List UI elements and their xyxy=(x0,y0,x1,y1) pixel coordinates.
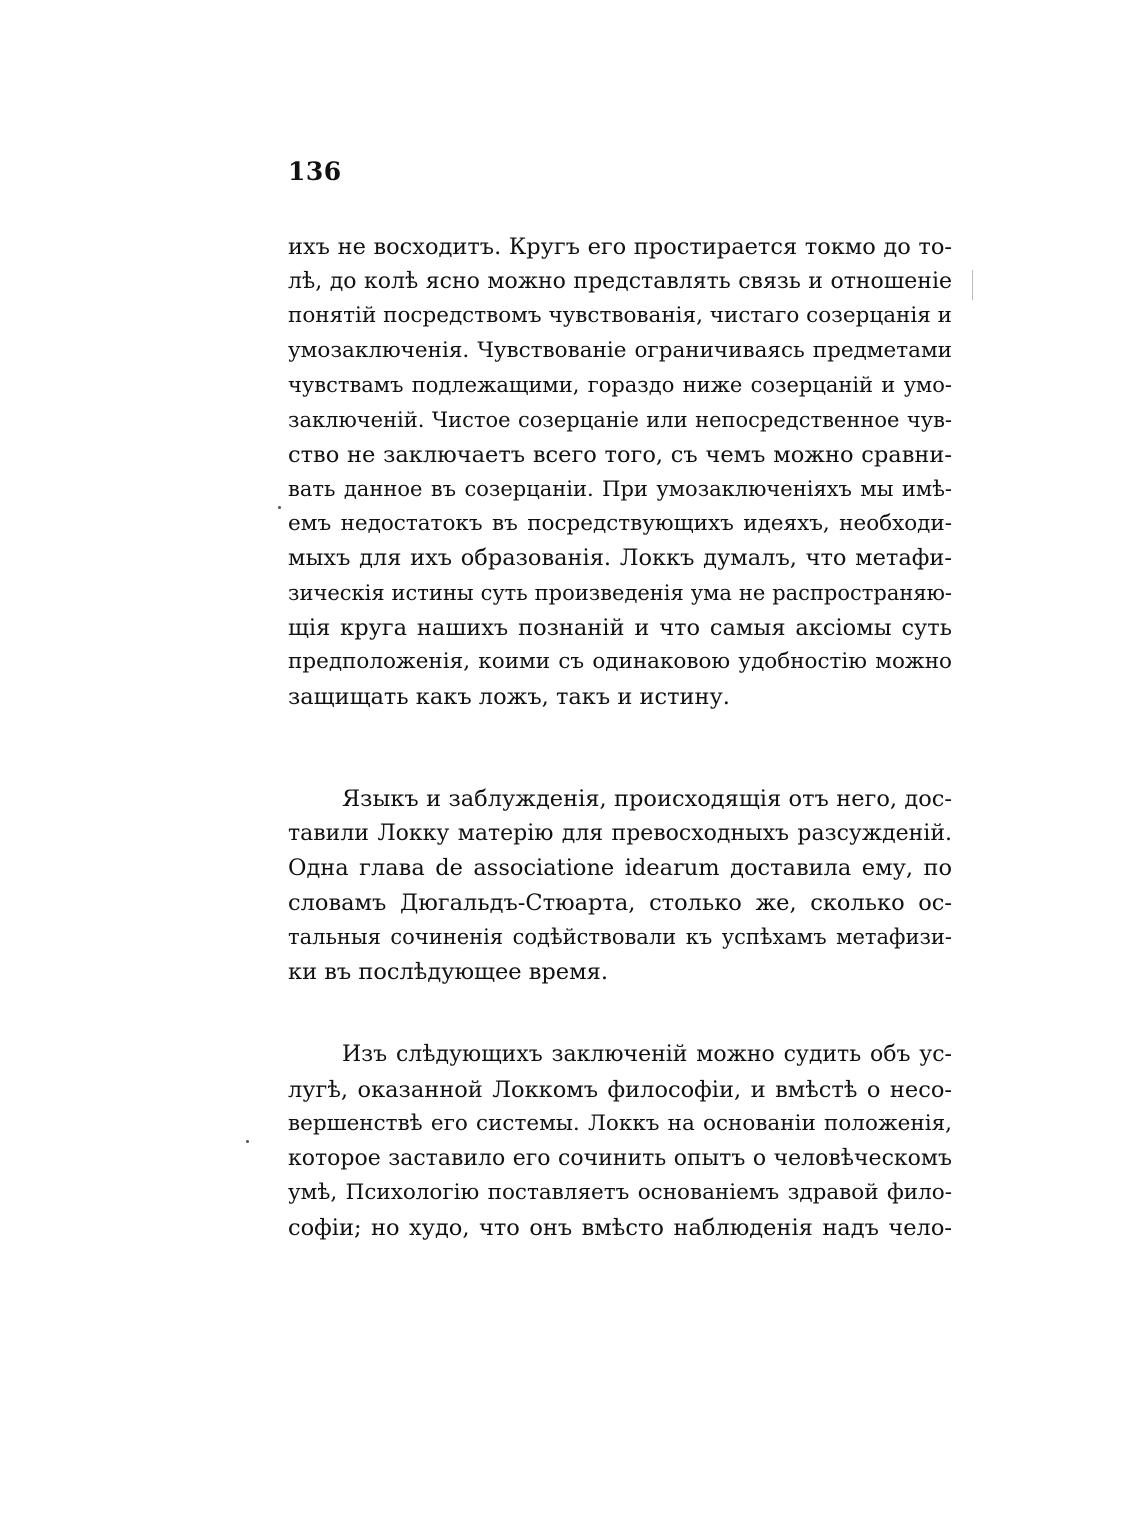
text-line: предположенія, коими съ одинаковою удобностію можно xyxy=(288,649,952,675)
text-line: словамъ Дюгальдъ-Стюарта, столько же, сколько ос- xyxy=(288,889,952,916)
text-line: тавили Локку матерію для превосходныхъ разсужденій. xyxy=(288,820,952,846)
text-line: вершенствѣ его системы. Локкъ на основаніи положенія, xyxy=(288,1111,952,1137)
text-line: ки въ послѣдующее время. xyxy=(288,958,608,985)
text-line: ство не заключаетъ всего того, съ чемъ можно сравни- xyxy=(288,441,952,468)
text-line: умѣ, Психологію поставляетъ основаніемъ здравой фило- xyxy=(288,1180,952,1206)
text-line: лѣ, до колѣ ясно можно представлять связь и отношеніе xyxy=(288,268,952,294)
text-line: зическія истины суть произведенія ума не распространяю- xyxy=(288,580,952,605)
text-line: лугѣ, оказанной Локкомъ философіи, и вмѣстѣ о несо- xyxy=(288,1076,952,1103)
text-line: Языкъ и заблужденія, происходящія отъ него, дос- xyxy=(342,786,952,812)
scan-speck xyxy=(972,270,973,300)
paragraph-2 xyxy=(288,782,952,990)
text-line: Одна глава de associatione idearum доставила ему, по xyxy=(288,855,952,882)
paragraph-3 xyxy=(288,1038,952,1246)
text-line: щія круга нашихъ познаній и что самыя аксіомы суть xyxy=(288,614,952,641)
text-line: тальныя сочиненія содѣйствовали къ успѣхамъ метафизи- xyxy=(288,925,952,950)
page-number: 136 xyxy=(288,157,342,186)
text-line: заключеній. Чистое созерцаніе или непосредственное чув- xyxy=(288,407,952,432)
text-line: мыхъ для ихъ образованія. Локкъ думалъ, что метафи- xyxy=(288,545,952,572)
text-line: которое заставило его сочинить опытъ о человѣческомъ xyxy=(288,1145,952,1171)
scan-speck xyxy=(246,1140,249,1143)
text-line: ихъ не восходитъ. Кругъ его простирается токмо до то- xyxy=(288,234,952,260)
paragraph-1 xyxy=(288,230,952,714)
text-line: вать данное въ созерцаніи. При умозаключеніяхъ мы имѣ- xyxy=(288,477,952,502)
text-line: софіи; но худо, что онъ вмѣсто наблюденія надъ чело- xyxy=(288,1214,952,1241)
text-line: умозаключенія. Чувствованіе ограничиваясь предметами xyxy=(288,337,952,363)
text-line: понятій посредствомъ чувствованія, чистаго созерцанія и xyxy=(288,303,952,329)
text-line: Изъ слѣдующихъ заключеній можно судить объ ус- xyxy=(342,1042,952,1067)
text-line: чувствамъ подлежащими, гораздо ниже созерцаній и умо- xyxy=(288,373,952,398)
scan-speck xyxy=(278,506,281,509)
text-line: емъ недостатокъ въ посредствующихъ идеяхъ, необходи- xyxy=(288,510,952,536)
text-line: защищать какъ ложъ, такъ и истину. xyxy=(288,683,730,710)
